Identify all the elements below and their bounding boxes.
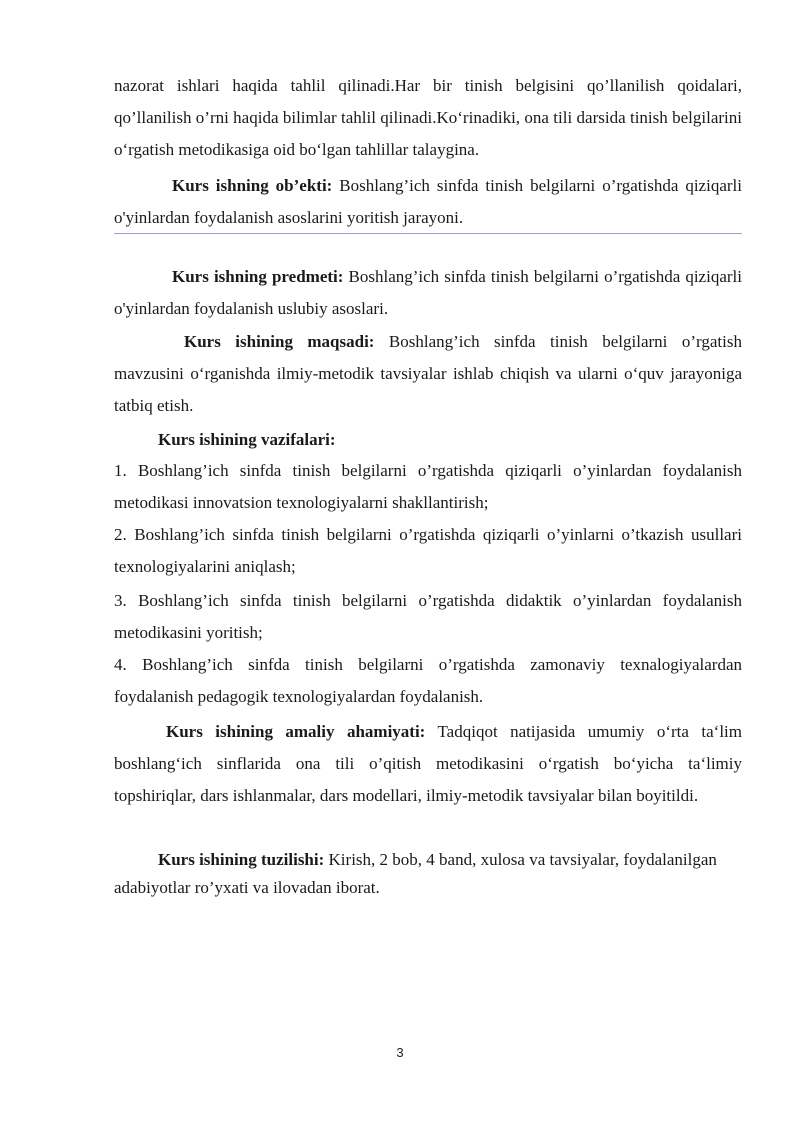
page-number: 3 bbox=[396, 1045, 404, 1060]
course-subject-label: Kurs ishning predmeti: bbox=[172, 267, 344, 286]
practical-significance-text: Tadqiqot natijasida umumiy o‘rta ta‘lim boshlang‘ich sinflarida ona tili o’qitish metodikasini o‘rgatish bo‘yicha ta‘limiy topshiriqlar, dars ishlanmalar, dars modellari, ilmiy-metodik tavsiyalar bilan boyitildi. bbox=[114, 722, 742, 805]
course-goal-paragraph bbox=[114, 326, 742, 422]
course-object-text: Boshlang’ich sinfda tinish belgilarni o’rgatishda qiziqarli o'yinlardan foydalanish asoslarini yoritish jarayoni. bbox=[114, 176, 742, 227]
horizontal-divider bbox=[114, 233, 742, 234]
course-tasks-heading: Kurs ishining vazifalari: bbox=[158, 430, 336, 449]
task-item: 1. Boshlang’ich sinfda tinish belgilarni o’rgatishda qiziqarli o’yinlardan foydalanish metodikasi innovatsion texnologiyalarni shakllantirish; bbox=[114, 461, 742, 512]
course-structure-label: Kurs ishining tuzilishi: bbox=[158, 850, 325, 869]
practical-significance-paragraph bbox=[114, 716, 742, 812]
task-item: 2. Boshlang’ich sinfda tinish belgilarni o’rgatishda qiziqarli o’yinlarni o’tkazish usullari texnologiyalarini aniqlash; bbox=[114, 525, 742, 576]
course-subject-text: Boshlang’ich sinfda tinish belgilarni o’rgatishda qiziqarli o'yinlardan foydalanish uslubiy asoslari. bbox=[114, 267, 742, 318]
course-structure-paragraph bbox=[114, 846, 742, 902]
intro-paragraph: nazorat ishlari haqida tahlil qilinadi.Har bir tinish belgisini qo’llanilish qoidalari, qo’llanilish o’rni haqida bilimlar tahlil qilinadi.Ko‘rinadiki, ona tili darsida tinish belgilarini o‘rgatish metodikasiga oid bo‘lgan tahlillar talaygina. bbox=[114, 76, 742, 159]
course-object-paragraph bbox=[114, 170, 742, 234]
course-structure-text: Kirish, 2 bob, 4 band, xulosa va tavsiyalar, foydalanilgan adabiyotlar ro’yxati va ilovadan iborat. bbox=[114, 850, 717, 897]
task-item: 3. Boshlang’ich sinfda tinish belgilarni o’rgatishda didaktik o’yinlardan foydalanish metodikasini yoritish; bbox=[114, 591, 742, 642]
practical-significance-label: Kurs ishining amaliy ahamiyati: bbox=[166, 722, 426, 741]
task-item: 4. Boshlang’ich sinfda tinish belgilarni o’rgatishda zamonaviy texnalogiyalardan foydalanish pedagogik texnologiyalardan foydalanish. bbox=[114, 655, 742, 706]
course-subject-paragraph bbox=[114, 261, 742, 325]
course-goal-text: Boshlang’ich sinfda tinish belgilarni o’rgatish mavzusini o‘rganishda ilmiy-metodik tavsiyalar ishlab chiqish va ularni o‘quv jarayoniga tatbiq etish. bbox=[114, 332, 742, 415]
course-object-label: Kurs ishning ob’ekti: bbox=[172, 176, 333, 195]
course-goal-label: Kurs ishining maqsadi: bbox=[184, 332, 375, 351]
